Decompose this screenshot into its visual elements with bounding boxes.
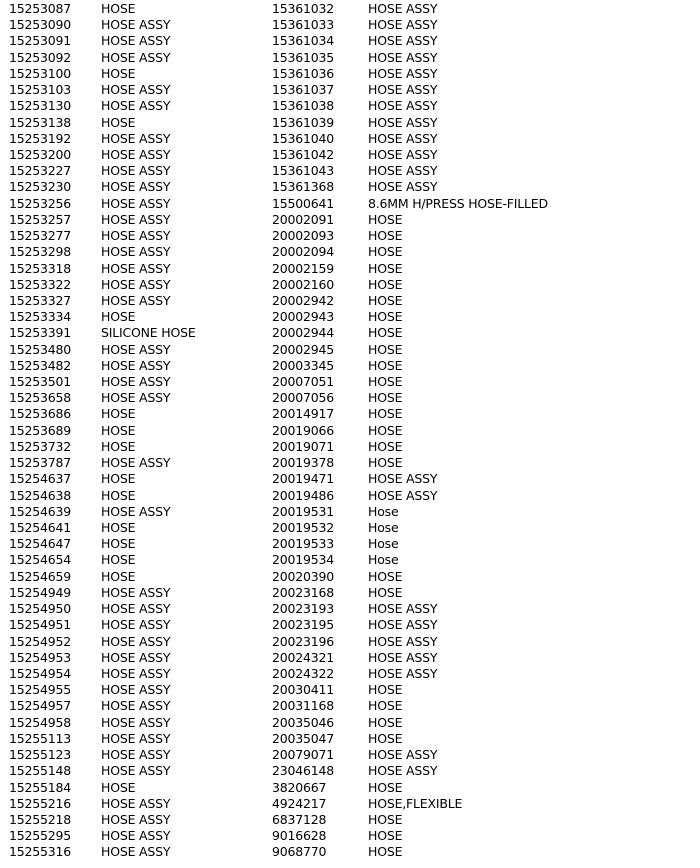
part-description: HOSE <box>101 552 136 568</box>
part-description: HOSE <box>368 341 403 357</box>
part-number: 15253686 <box>9 406 72 422</box>
part-number: 15253087 <box>9 1 72 16</box>
part-description: HOSE ASSY <box>101 17 171 33</box>
part-number: 20019471 <box>272 471 335 487</box>
part-description: HOSE ASSY <box>101 811 171 827</box>
part-number: 15500641 <box>272 195 335 211</box>
part-description: HOSE <box>101 65 136 81</box>
part-number: 20024321 <box>272 649 335 665</box>
part-description: HOSE ASSY <box>368 146 438 162</box>
part-description: Hose <box>368 503 399 519</box>
part-number: 20019533 <box>272 536 335 552</box>
part-description: HOSE ASSY <box>101 682 171 698</box>
part-description: HOSE ASSY <box>368 649 438 665</box>
part-description: HOSE ASSY <box>101 763 171 779</box>
part-description: HOSE ASSY <box>368 114 438 130</box>
part-description: HOSE ASSY <box>101 747 171 763</box>
part-description: HOSE <box>368 584 403 600</box>
part-number: 15361042 <box>272 146 335 162</box>
part-description: HOSE <box>101 779 136 795</box>
part-number: 20007051 <box>272 374 335 390</box>
part-description: HOSE ASSY <box>101 276 171 292</box>
part-description: HOSE <box>368 292 403 308</box>
part-description: HOSE ASSY <box>368 1 438 16</box>
part-description: HOSE <box>368 325 403 341</box>
part-description: HOSE <box>368 374 403 390</box>
part-description: HOSE ASSY <box>101 649 171 665</box>
part-description: HOSE ASSY <box>101 163 171 179</box>
part-description: HOSE <box>368 228 403 244</box>
part-number: 15253130 <box>9 98 72 114</box>
part-description: HOSE <box>368 828 403 844</box>
part-description: HOSE ASSY <box>368 633 438 649</box>
part-description: HOSE <box>101 536 136 552</box>
part-number: 20019071 <box>272 438 335 454</box>
part-description: HOSE <box>101 406 136 422</box>
part-description: HOSE <box>368 714 403 730</box>
part-number: 15253298 <box>9 244 72 260</box>
part-description: HOSE <box>368 276 403 292</box>
part-number: 15254638 <box>9 487 72 503</box>
part-number: 20030411 <box>272 682 335 698</box>
part-number: 20020390 <box>272 568 335 584</box>
part-number: 15253138 <box>9 114 72 130</box>
part-number: 15361038 <box>272 98 335 114</box>
part-number: 15255113 <box>9 730 72 746</box>
part-description: HOSE ASSY <box>368 179 438 195</box>
part-number: 15361037 <box>272 82 335 98</box>
part-number: 20014917 <box>272 406 335 422</box>
part-description: HOSE ASSY <box>101 633 171 649</box>
part-number: 15253257 <box>9 211 72 227</box>
part-description: HOSE <box>368 260 403 276</box>
part-number: 15254958 <box>9 714 72 730</box>
part-description: 8.6MM H/PRESS HOSE-FILLED <box>368 195 548 211</box>
part-description: HOSE ASSY <box>101 292 171 308</box>
part-number: 20002943 <box>272 309 335 325</box>
part-description: HOSE ASSY <box>101 98 171 114</box>
part-description: HOSE ASSY <box>101 795 171 811</box>
part-number: 15361043 <box>272 163 335 179</box>
part-description: HOSE <box>368 390 403 406</box>
part-description: HOSE ASSY <box>368 487 438 503</box>
part-number: 15255295 <box>9 828 72 844</box>
part-description: HOSE <box>368 568 403 584</box>
part-description: HOSE <box>368 422 403 438</box>
part-number: 20079071 <box>272 747 335 763</box>
part-description: HOSE ASSY <box>368 17 438 33</box>
part-description: HOSE ASSY <box>101 390 171 406</box>
part-number: 15253732 <box>9 438 72 454</box>
part-number: 15254949 <box>9 584 72 600</box>
part-number: 20019378 <box>272 455 335 471</box>
part-description: HOSE ASSY <box>101 617 171 633</box>
part-description: HOSE ASSY <box>101 260 171 276</box>
part-number: 20035047 <box>272 730 335 746</box>
part-number: 15254955 <box>9 682 72 698</box>
part-number: 20019532 <box>272 520 335 535</box>
part-description: HOSE <box>368 244 403 260</box>
part-description: Hose <box>368 520 399 535</box>
part-number: 15255123 <box>9 747 72 763</box>
part-description: HOSE ASSY <box>368 617 438 633</box>
part-number: 20023193 <box>272 601 335 617</box>
part-description: HOSE <box>368 455 403 471</box>
part-number: 20007056 <box>272 390 335 406</box>
part-description: HOSE ASSY <box>101 714 171 730</box>
part-description: HOSE <box>101 1 136 16</box>
part-description: HOSE ASSY <box>101 33 171 49</box>
part-number: 20002945 <box>272 341 335 357</box>
part-description: HOSE ASSY <box>101 828 171 844</box>
part-description: HOSE ASSY <box>101 211 171 227</box>
part-number: 15253277 <box>9 228 72 244</box>
part-description: HOSE <box>368 730 403 746</box>
part-number: 20019531 <box>272 503 335 519</box>
part-number: 15253391 <box>9 325 72 341</box>
part-description: HOSE ASSY <box>368 763 438 779</box>
part-description: HOSE ASSY <box>101 357 171 373</box>
part-description: HOSE ASSY <box>101 374 171 390</box>
part-number: 15361036 <box>272 65 335 81</box>
part-description: HOSE <box>368 779 403 795</box>
part-number: 15253482 <box>9 357 72 373</box>
part-number: 20002942 <box>272 292 335 308</box>
part-number: 20031168 <box>272 698 335 714</box>
part-number: 15253501 <box>9 374 72 390</box>
part-number: 15254659 <box>9 568 72 584</box>
part-number: 15253090 <box>9 17 72 33</box>
part-number: 15254637 <box>9 471 72 487</box>
part-number: 15253480 <box>9 341 72 357</box>
part-number: 20023168 <box>272 584 335 600</box>
part-number: 20002093 <box>272 228 335 244</box>
part-number: 4924217 <box>272 795 327 811</box>
part-number: 6837128 <box>272 811 327 827</box>
part-description: HOSE ASSY <box>101 665 171 681</box>
part-description: HOSE ASSY <box>101 455 171 471</box>
part-description: HOSE ASSY <box>101 341 171 357</box>
part-number: 15253103 <box>9 82 72 98</box>
part-number: 15255184 <box>9 779 72 795</box>
part-description: HOSE ASSY <box>101 698 171 714</box>
part-number: 15361368 <box>272 179 335 195</box>
part-number: 20023196 <box>272 633 335 649</box>
part-number: 20019066 <box>272 422 335 438</box>
part-number: 15255216 <box>9 795 72 811</box>
part-number: 23046148 <box>272 763 335 779</box>
part-description: HOSE ASSY <box>101 244 171 260</box>
part-number: 20019534 <box>272 552 335 568</box>
part-description: HOSE ASSY <box>368 163 438 179</box>
part-description: HOSE ASSY <box>368 130 438 146</box>
part-number: 15253256 <box>9 195 72 211</box>
part-number: 15361039 <box>272 114 335 130</box>
part-number: 15254952 <box>9 633 72 649</box>
part-description: HOSE ASSY <box>101 82 171 98</box>
part-description: HOSE <box>368 406 403 422</box>
part-number: 15361035 <box>272 49 335 65</box>
part-description: HOSE ASSY <box>101 130 171 146</box>
part-number: 20002159 <box>272 260 335 276</box>
part-number: 20019486 <box>272 487 335 503</box>
part-number: 15255148 <box>9 763 72 779</box>
part-description: HOSE ASSY <box>368 601 438 617</box>
part-description: HOSE <box>101 568 136 584</box>
part-description: HOSE <box>101 487 136 503</box>
part-description: HOSE <box>368 309 403 325</box>
part-number: 15255218 <box>9 811 72 827</box>
part-number: 15253200 <box>9 146 72 162</box>
part-description: HOSE,FLEXIBLE <box>368 795 463 811</box>
part-number: 15253334 <box>9 309 72 325</box>
part-number: 15253230 <box>9 179 72 195</box>
part-description: HOSE ASSY <box>368 65 438 81</box>
part-number: 15254954 <box>9 665 72 681</box>
part-number: 15253787 <box>9 455 72 471</box>
part-description: HOSE ASSY <box>368 33 438 49</box>
part-number: 3820667 <box>272 779 327 795</box>
part-description: HOSE <box>368 698 403 714</box>
part-number: 15254641 <box>9 520 72 535</box>
part-number: 15254957 <box>9 698 72 714</box>
part-description: HOSE <box>101 114 136 130</box>
part-number: 15254951 <box>9 617 72 633</box>
part-description: HOSE ASSY <box>101 730 171 746</box>
part-description: HOSE <box>101 471 136 487</box>
part-number: 15253192 <box>9 130 72 146</box>
part-description: HOSE <box>368 357 403 373</box>
part-number: 15253100 <box>9 65 72 81</box>
part-number: 20002944 <box>272 325 335 341</box>
part-number: 15253322 <box>9 276 72 292</box>
part-description: HOSE <box>368 844 403 860</box>
part-description: HOSE ASSY <box>101 49 171 65</box>
part-number: 20003345 <box>272 357 335 373</box>
part-description: HOSE ASSY <box>101 228 171 244</box>
part-number: 15254647 <box>9 536 72 552</box>
part-number: 15361033 <box>272 17 335 33</box>
part-description: HOSE <box>368 438 403 454</box>
part-number: 20023195 <box>272 617 335 633</box>
part-number: 15253318 <box>9 260 72 276</box>
part-description: HOSE <box>368 211 403 227</box>
part-number: 15253092 <box>9 49 72 65</box>
part-number: 20002091 <box>272 211 335 227</box>
part-number: 15361032 <box>272 1 335 16</box>
part-description: HOSE ASSY <box>101 146 171 162</box>
part-description: HOSE <box>368 682 403 698</box>
part-number: 20002094 <box>272 244 335 260</box>
part-number: 15253227 <box>9 163 72 179</box>
part-description: Hose <box>368 552 399 568</box>
part-description: HOSE ASSY <box>368 747 438 763</box>
part-description: HOSE <box>101 309 136 325</box>
part-number: 15253091 <box>9 33 72 49</box>
part-description: HOSE <box>101 422 136 438</box>
part-description: HOSE <box>101 438 136 454</box>
part-description: HOSE ASSY <box>101 584 171 600</box>
part-number: 15254639 <box>9 503 72 519</box>
part-number: 15361034 <box>272 33 335 49</box>
part-number: 15254953 <box>9 649 72 665</box>
part-number: 9016628 <box>272 828 327 844</box>
part-description: HOSE ASSY <box>101 844 171 860</box>
part-number: 15254950 <box>9 601 72 617</box>
part-number: 15253689 <box>9 422 72 438</box>
part-description: HOSE <box>101 520 136 535</box>
part-description: SILICONE HOSE <box>101 325 196 341</box>
part-description: HOSE ASSY <box>101 195 171 211</box>
part-description: HOSE <box>368 811 403 827</box>
part-number: 15253658 <box>9 390 72 406</box>
part-description: Hose <box>368 536 399 552</box>
part-description: HOSE ASSY <box>368 665 438 681</box>
part-description: HOSE ASSY <box>368 98 438 114</box>
part-description: HOSE ASSY <box>368 82 438 98</box>
part-description: HOSE ASSY <box>101 601 171 617</box>
part-description: HOSE ASSY <box>368 49 438 65</box>
part-number: 20035046 <box>272 714 335 730</box>
part-number: 15255316 <box>9 844 72 860</box>
part-number: 15361040 <box>272 130 335 146</box>
part-description: HOSE ASSY <box>101 179 171 195</box>
part-number: 15253327 <box>9 292 72 308</box>
part-number: 20024322 <box>272 665 335 681</box>
part-number: 9068770 <box>272 844 327 860</box>
part-description: HOSE ASSY <box>101 503 171 519</box>
part-description: HOSE ASSY <box>368 471 438 487</box>
part-number: 15254654 <box>9 552 72 568</box>
part-number: 20002160 <box>272 276 335 292</box>
